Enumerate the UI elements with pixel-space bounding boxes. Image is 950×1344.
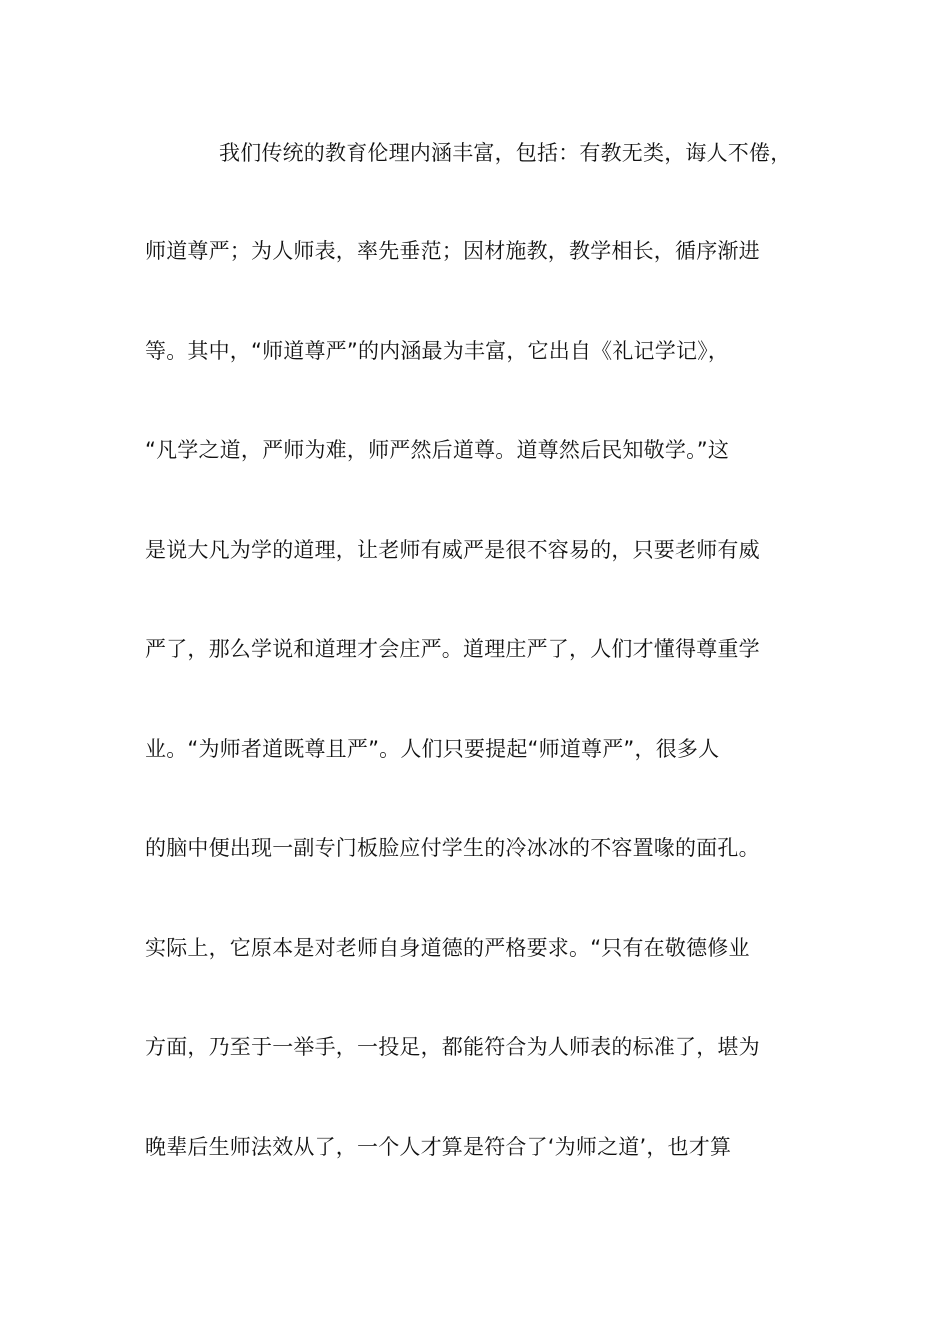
paragraph-line-3: 等。其中，“师道尊严”的内涵最为丰富，它出自《礼记学记》， — [145, 339, 730, 363]
paragraph-line-4: “凡学之道，严师为难，师严然后道尊。道尊然后民知敬学。”这 — [145, 438, 730, 462]
paragraph-line-9: 实际上，它原本是对老师自身道德的严格要求。“只有在敬德修业 — [145, 936, 750, 960]
paragraph-line-8: 的脑中便出现一副专门板脸应付学生的冷冰冰的不容置喙的面孔。 — [145, 836, 760, 860]
paragraph-line-10: 方面，乃至于一举手，一投足，都能符合为人师表的标准了，堪为 — [145, 1035, 760, 1059]
paragraph-line-2: 师道尊严；为人师表，率先垂范；因材施教，教学相长，循序渐进 — [145, 239, 760, 263]
paragraph-line-7: 业。“为师者道既尊且严”。人们只要提起“师道尊严”，很多人 — [145, 737, 720, 761]
paragraph-line-11: 晚辈后生师法效从了，一个人才算是符合了‘为师之道’，也才算 — [145, 1135, 732, 1159]
paragraph-line-6: 严了，那么学说和道理才会庄严。道理庄严了，人们才懂得尊重学 — [145, 637, 760, 661]
paragraph-line-1: 我们传统的教育伦理内涵丰富，包括：有教无类，诲人不倦， — [219, 141, 792, 165]
paragraph-line-5: 是说大凡为学的道理，让老师有威严是很不容易的，只要老师有威 — [145, 538, 760, 562]
